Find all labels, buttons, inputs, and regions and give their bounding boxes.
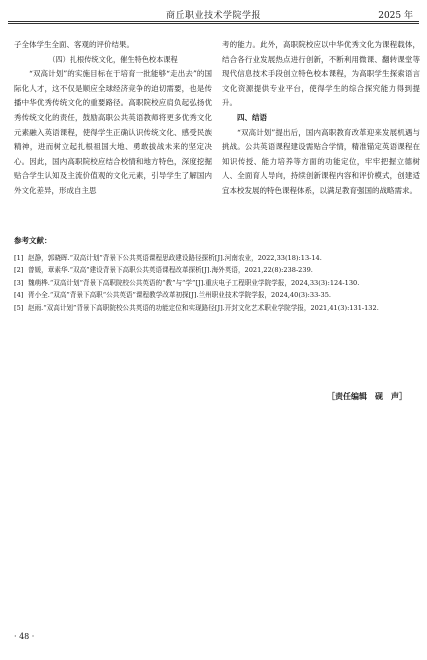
reference-number: [5] [14, 303, 24, 312]
references-section [14, 235, 414, 315]
reference-item [14, 302, 414, 315]
reference-item [14, 264, 414, 277]
header-rule-thin [8, 23, 419, 24]
running-header [0, 0, 427, 24]
body-paragraph: “双高计划”的实施目标在于培育一批能够“走出去”的国际化人才，这不仅是顺应全球经济竞争的迫切需要，也是传播中华优秀传统文化的重要路径。高职院校应肩负起弘扬优秀传统文化的责任，鼓励高职公共英语教师将更多优秀文化元素融入英语课程，使得学生正确认识传统文化、感受民族精神，进而树立起扎根祖国大地、勇敢拔战未来的坚定决心。因此，国内高职院校应结合校情和地方特色，深度挖掘贴合学生认知及主流价值观的文化元素，引导学生了解国内外文化差异，形成自主思 [14, 69, 212, 195]
reference-item [14, 289, 414, 302]
reference-text: 魏萌桦.“双高计划”背景下高职院校公共英语的“教”与“学”[J].重庆电子工程职业学院学报，2024,33(3):124-130. [28, 278, 360, 287]
issue-year: 2025 年 [378, 11, 413, 21]
reference-number: [3] [14, 278, 24, 287]
right-column [222, 38, 420, 199]
reference-item [14, 277, 414, 290]
page-number: · 48 · [14, 632, 35, 641]
body-paragraph: 子全体学生全面、客观的评价结果。 [14, 40, 134, 49]
journal-title: 商丘职业技术学院学报 [165, 11, 261, 21]
reference-text: 胥小全.“双高”背景下高职“公共英语”课程教学改革初探[J].兰州职业技术学院学报，2024,40(3):33-35. [28, 291, 331, 300]
body-paragraph: 考的能力。此外，高职院校应以中华优秀文化为课程载体，结合各行业发展热点进行创新，不断利用微课、翻转课堂等现代信息技术手段创立特色校本课程，为高职学生探索语言文化资源提供专业平台，使得学生的综合探究能力得到提升。 [222, 40, 420, 108]
left-column [14, 38, 212, 199]
subsection-heading: （四）扎根传统文化，催生特色校本课程 [48, 54, 178, 64]
reference-number: [2] [14, 266, 24, 275]
reference-number: [1] [14, 253, 24, 262]
reference-text: 曾媛，章素华.“双高”建设背景下高职公共英语课程改革探析[J].海外英语，2021,22(8):238-239. [28, 266, 313, 275]
reference-item [14, 252, 414, 265]
body-paragraph: “双高计划”提出后，国内高职教育改革迎来发展机遇与挑战。公共英语课程建设需贴合学情，精准锚定英语课程在知识传授、能力培养等方面的功能定位，牢牢把握立德树人、全面育人导向，持续创新课程内容和评价模式，创建适宜本校发展的特色课程体系，以满足教育强国的战略需求。 [222, 127, 420, 195]
reference-text: 赵静，郭晓晖.“双高计划”背景下公共英语课程思政建设路径探析[J].河南农业，2022,33(18):13-14. [28, 253, 322, 262]
section-heading: 四、结语 [237, 112, 267, 122]
references-list [14, 252, 414, 315]
references-title: 参考文献： [14, 236, 52, 245]
reference-number: [4] [14, 291, 24, 300]
responsible-editor: ［责任编辑 砚 声］ [327, 392, 407, 401]
header-rule [8, 21, 419, 22]
reference-text: 赵雨.“双高计划”背景下高职院校公共英语的功能定位和实现路径[J].开封文化艺术职业学院学报，2021,41(3):131-132. [28, 303, 379, 312]
